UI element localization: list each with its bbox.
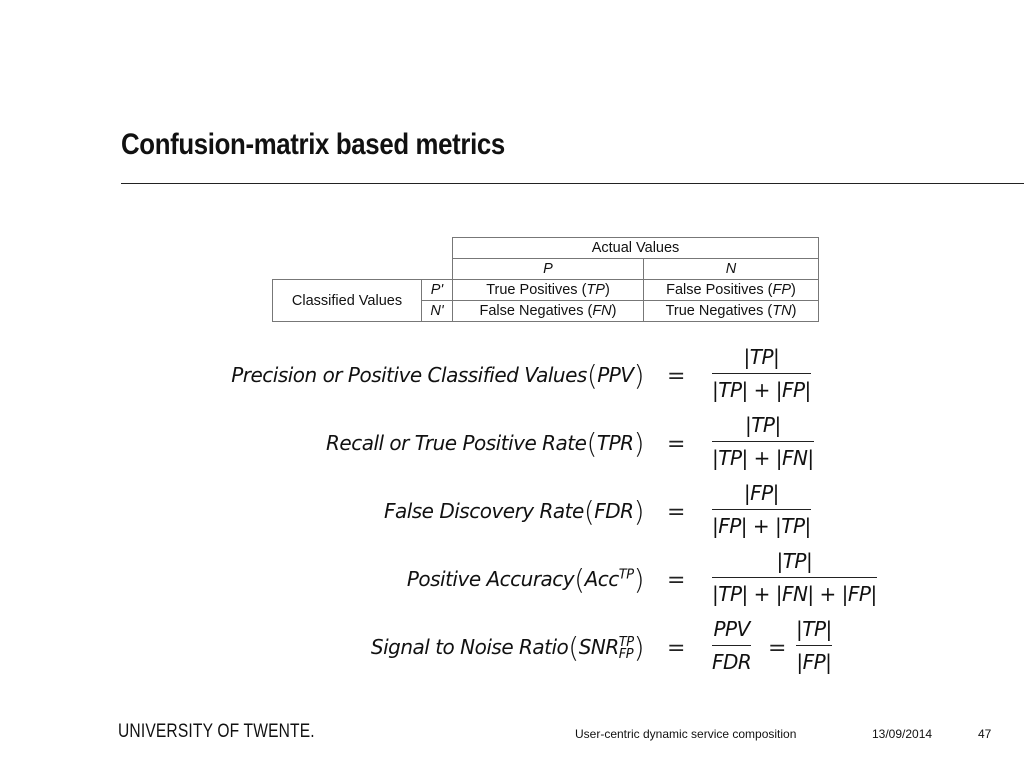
equals-sign: =	[768, 636, 787, 661]
precision-formula-label: Precision or Positive Classified Values(PPV)	[231, 359, 644, 392]
actual-values-header: Actual Values	[453, 238, 819, 259]
presentation-date: 13/09/2014	[872, 727, 933, 741]
snr-formula-label: Signal to Noise Ratio(SNRTP FP)	[370, 631, 644, 664]
classified-n-header: N'	[422, 301, 453, 322]
fdr-formula-label: False Discovery Rate(FDR)	[383, 495, 644, 528]
accuracy-numerator: |TP|	[776, 549, 813, 573]
presentation-title: User-centric dynamic service composition	[575, 727, 797, 741]
accuracy-fraction	[712, 548, 877, 607]
equals-sign: =	[667, 364, 686, 389]
snr-fraction	[712, 616, 751, 675]
true-negatives-cell: True Negatives (TN)	[644, 301, 819, 322]
true-positives-cell: True Positives (TP)	[453, 280, 644, 301]
recall-formula-label: Recall or True Positive Rate(TPR)	[326, 427, 644, 460]
recall-fraction	[712, 412, 814, 471]
fdr-fraction	[712, 480, 811, 539]
false-negatives-cell: False Negatives (FN)	[453, 301, 644, 322]
snr-numerator-2: |TP|	[796, 617, 832, 641]
equals-sign: =	[667, 432, 686, 457]
accuracy-formula-label: Positive Accuracy(Acc$^{TP}$)	[406, 563, 644, 596]
slide-title: Confusion-matrix based metrics	[121, 128, 505, 161]
fraction-bar	[712, 645, 751, 646]
snr-denominator-2: |FP|	[796, 650, 832, 674]
fdr-denominator: |FP| + |TP|	[712, 514, 811, 538]
classified-values-header: Classified Values	[273, 280, 422, 322]
fdr-numerator: |FP|	[743, 481, 779, 505]
fraction-bar	[712, 441, 814, 442]
university-logo: UNIVERSITY OF TWENTE.	[118, 721, 315, 742]
precision-fraction	[712, 344, 811, 403]
snr-numerator: PPV	[713, 617, 750, 641]
equals-sign: =	[667, 568, 686, 593]
actual-n-header: N	[644, 259, 819, 280]
fraction-bar	[712, 577, 877, 578]
equals-sign: =	[667, 500, 686, 525]
fraction-bar	[712, 509, 811, 510]
page-number: 47	[978, 727, 992, 741]
recall-numerator: |TP|	[744, 413, 781, 437]
precision-numerator: |TP|	[743, 345, 780, 369]
snr-fraction-2	[796, 616, 832, 675]
fraction-bar	[712, 373, 811, 374]
fraction-bar	[796, 645, 832, 646]
snr-denominator: FDR	[712, 650, 752, 674]
precision-denominator: |TP| + |FP|	[712, 378, 811, 402]
accuracy-denominator: |TP| + |FN| + |FP|	[712, 582, 877, 606]
equals-sign: =	[667, 636, 686, 661]
classified-p-header: P'	[422, 280, 453, 301]
false-positives-cell: False Positives (FP)	[644, 280, 819, 301]
recall-denominator: |TP| + |FN|	[712, 446, 814, 470]
actual-p-header: P	[453, 259, 644, 280]
